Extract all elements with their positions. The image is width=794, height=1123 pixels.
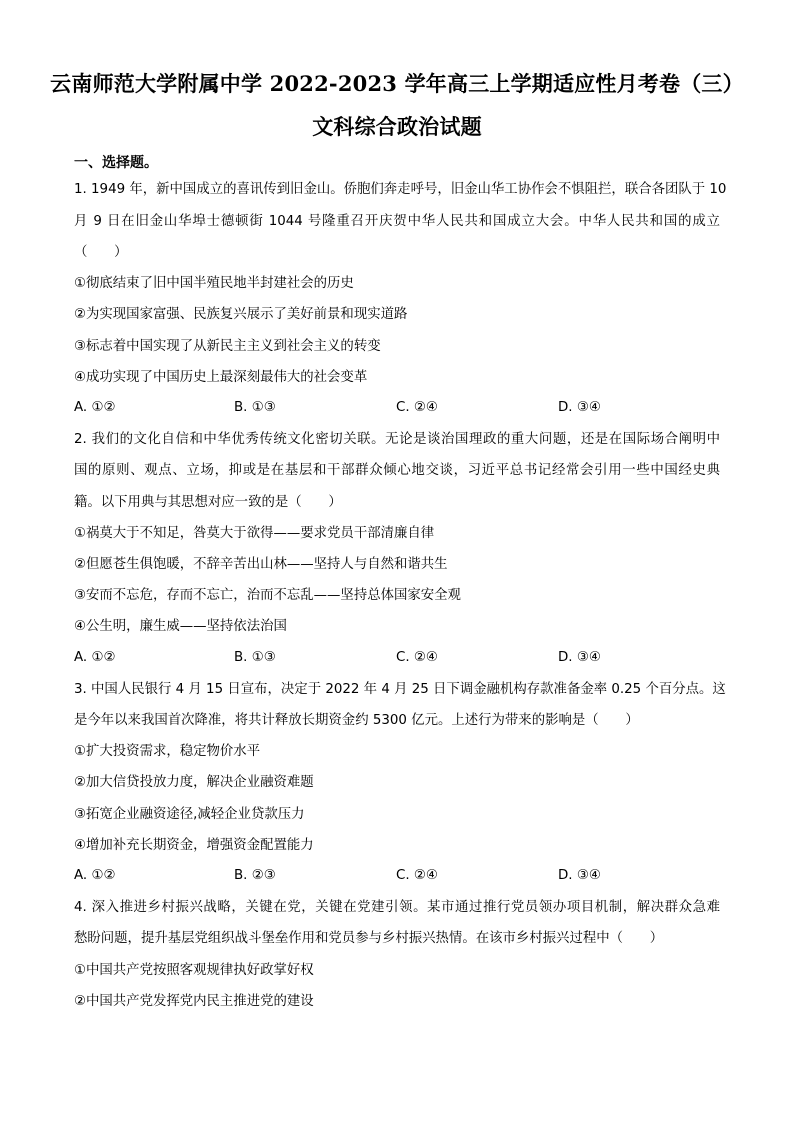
question-1-options xyxy=(74,400,720,418)
question-3-item-4: ④增加补充长期资金，增强资金配置能力 xyxy=(74,838,314,853)
question-1-option-a[interactable]: A. ①② xyxy=(74,400,116,415)
question-3-stem-line-2: 是今年以来我国首次降准，将共计释放长期资金约 5300 亿元。上述行为带来的影响是（ ） xyxy=(74,713,639,728)
question-4-item-2: ②中国共产党发挥党内民主推进党的建设 xyxy=(74,994,314,1009)
question-2-stem-line-1: 2. 我们的文化自信和中华优秀传统文化密切关联。无论是谈治国理政的重大问题，还是在国际场合阐明中 xyxy=(74,432,720,447)
question-4-stem-line-1: 4. 深入推进乡村振兴战略，关键在党，关键在党建引领。某市通过推行党员领办项目机制，解决群众急难 xyxy=(74,900,720,915)
question-2-stem-line-2: 国的原则、观点、立场，抑或是在基层和干部群众倾心地交谈，习近平总书记经常会引用一些中国经史典 xyxy=(74,463,720,478)
question-3-item-1: ①扩大投资需求，稳定物价水平 xyxy=(74,744,261,759)
section-heading: 一、选择题。 xyxy=(74,155,158,171)
question-3-item-2: ②加大信贷投放力度，解决企业融资难题 xyxy=(74,775,314,790)
question-2-item-3: ③安而不忘危，存而不忘亡，治而不忘乱——坚持总体国家安全观 xyxy=(74,588,461,603)
question-1-option-d[interactable]: D. ③④ xyxy=(558,400,601,415)
question-3-option-a[interactable]: A. ①② xyxy=(74,868,116,883)
question-2-option-c[interactable]: C. ②④ xyxy=(396,650,438,665)
question-4-item-1: ①中国共产党按照客观规律执好政掌好权 xyxy=(74,963,314,978)
question-1-stem-line-3: （ ） xyxy=(74,245,128,260)
exam-title: 云南师范大学附属中学 2022-2023 学年高三上学期适应性月考卷（三） xyxy=(50,71,744,96)
question-2-option-b[interactable]: B. ①③ xyxy=(234,650,276,665)
exam-subtitle: 文科综合政治试题 xyxy=(312,114,482,139)
question-2-item-4: ④公生明，廉生威——坚持依法治国 xyxy=(74,619,287,634)
question-3-option-b[interactable]: B. ②③ xyxy=(234,868,276,883)
question-1-stem-line-1: 1. 1949 年，新中国成立的喜讯传到旧金山。侨胞们奔走呼号，旧金山华工协作会不惧阻拦，联合各团队于 10 xyxy=(74,182,727,197)
question-2-item-2: ②但愿苍生俱饱暖，不辞辛苦出山林——坚持人与自然和谐共生 xyxy=(74,557,448,572)
question-1-item-2: ②为实现国家富强、民族复兴展示了美好前景和现实道路 xyxy=(74,307,408,322)
question-1-item-4: ④成功实现了中国历史上最深刻最伟大的社会变革 xyxy=(74,370,368,385)
question-2-stem-line-3: 籍。以下用典与其思想对应一致的是（ ） xyxy=(74,495,342,510)
question-2-option-d[interactable]: D. ③④ xyxy=(558,650,601,665)
question-3-option-d[interactable]: D. ③④ xyxy=(558,868,601,883)
question-3-option-c[interactable]: C. ②④ xyxy=(396,868,438,883)
question-1-item-3: ③标志着中国实现了从新民主主义到社会主义的转变 xyxy=(74,339,381,354)
question-1-item-1: ①彻底结束了旧中国半殖民地半封建社会的历史 xyxy=(74,276,354,291)
question-2-options xyxy=(74,650,720,668)
question-1-option-b[interactable]: B. ①③ xyxy=(234,400,276,415)
question-1-option-c[interactable]: C. ②④ xyxy=(396,400,438,415)
question-3-stem-line-1: 3. 中国人民银行 4 月 15 日宣布，决定于 2022 年 4 月 25 日下调金融机构存款准备金率 0.25 个百分点。这 xyxy=(74,682,726,697)
question-4-stem-line-2: 愁盼问题，提升基层党组织战斗堡垒作用和党员参与乡村振兴热情。在该市乡村振兴过程中（ ） xyxy=(74,931,664,946)
question-3-options xyxy=(74,868,720,886)
question-3-item-3: ③拓宽企业融资途径,减轻企业贷款压力 xyxy=(74,807,305,822)
question-2-option-a[interactable]: A. ①② xyxy=(74,650,116,665)
question-2-item-1: ①祸莫大于不知足，咎莫大于欲得——要求党员干部清廉自律 xyxy=(74,526,435,541)
question-1-stem-line-2: 月 9 日在旧金山华埠士德顿街 1044 号隆重召开庆贺中华人民共和国成立大会。中华人民共和国的成立 xyxy=(74,214,720,229)
